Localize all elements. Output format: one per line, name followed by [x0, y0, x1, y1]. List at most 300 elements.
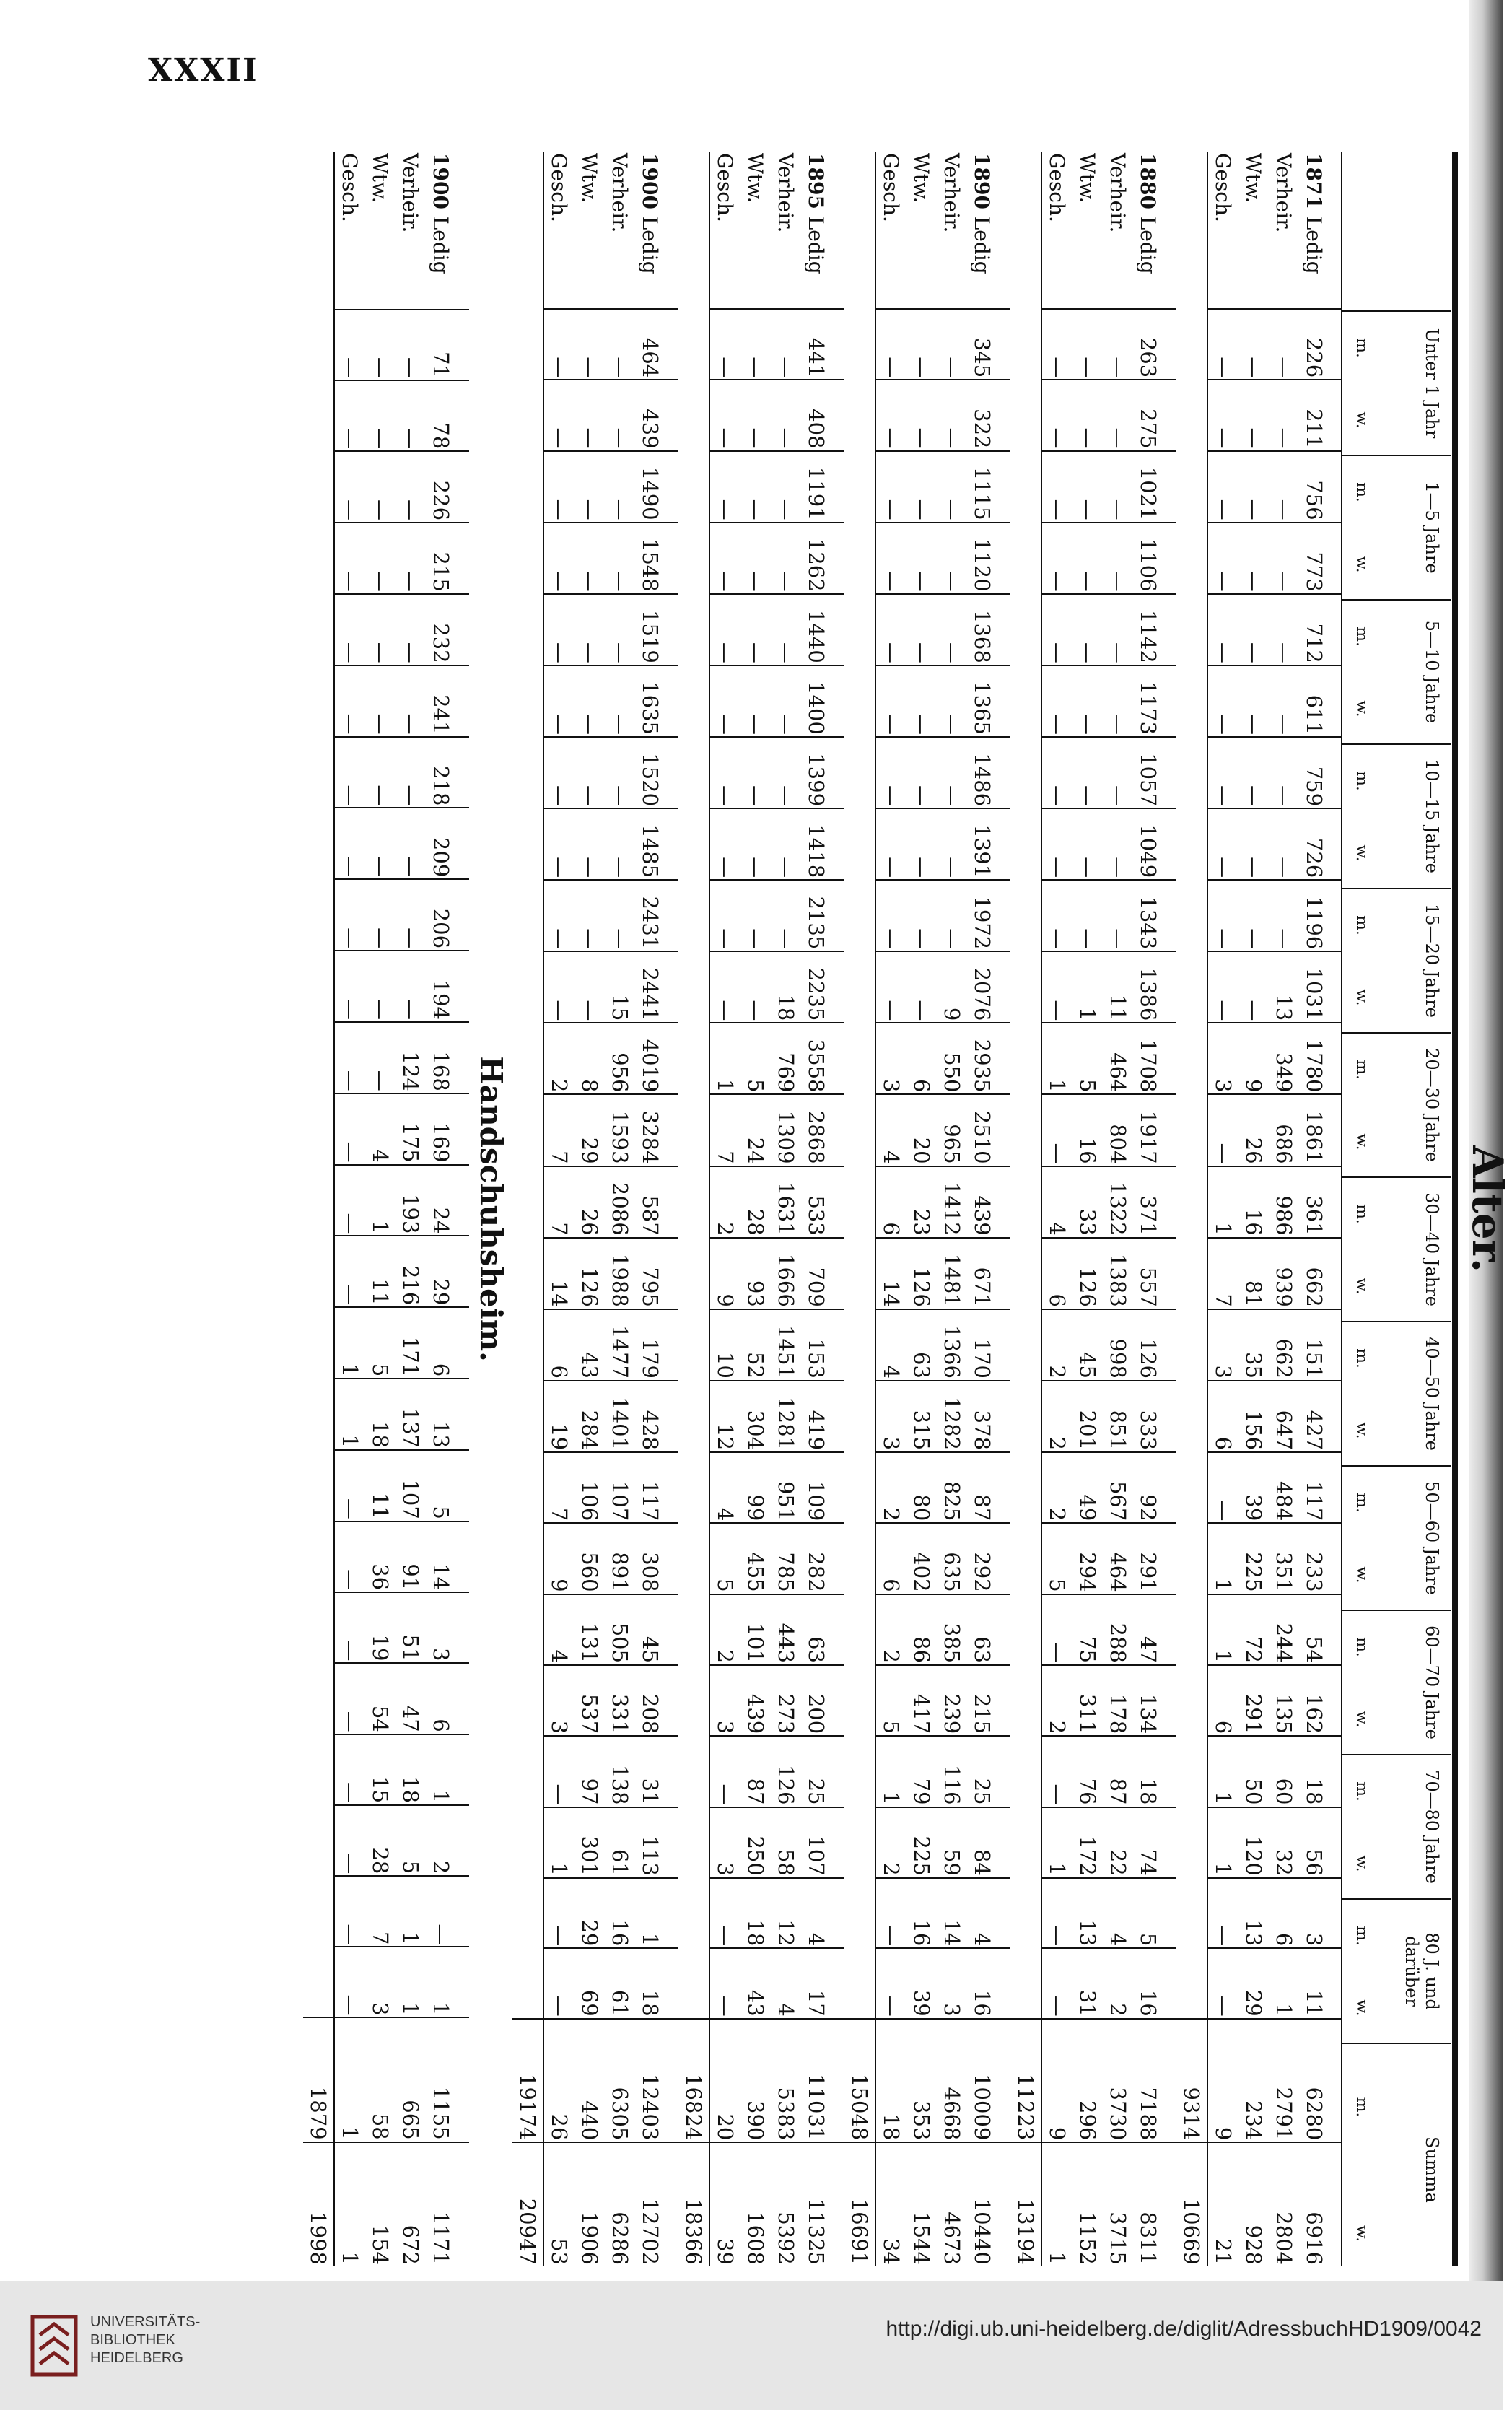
table-cell: 4 [875, 1309, 906, 1381]
row-status: Gesch. [879, 153, 904, 222]
row-status: Wtw. [743, 153, 768, 204]
row-status: Wtw. [1241, 153, 1266, 204]
table-cell: 795 [635, 1238, 678, 1309]
sum-w: 20947 [512, 2142, 543, 2266]
table-cell: 2510 [967, 1094, 1010, 1166]
table-cell: — [740, 880, 771, 951]
table-cell: 87 [740, 1736, 771, 1807]
table-cell: — [740, 737, 771, 808]
table-cell: 3 [875, 1023, 906, 1094]
table-cell: 440 [574, 2019, 605, 2143]
table-cell: 13 [1238, 1878, 1269, 1948]
header-sub-w: w. [1353, 1422, 1371, 1439]
row-status: Ledig [638, 216, 663, 274]
table-cell: 1281 [771, 1381, 801, 1452]
table-cell: 1142 [1133, 594, 1176, 665]
table-cell: — [1269, 665, 1299, 737]
table-cell: 10440 [967, 2142, 1010, 2266]
table-cell: — [740, 309, 771, 380]
table-cell: 851 [1103, 1381, 1133, 1452]
table-cell: 709 [801, 1238, 844, 1309]
header-group-5 [1342, 1032, 1451, 1176]
table-cell: 2135 [801, 880, 844, 951]
table-cell: 91 [396, 1521, 426, 1592]
table-cell: 464 [1103, 1523, 1133, 1594]
table-cell: 194 [426, 951, 469, 1022]
table-cell: 986 [1269, 1166, 1299, 1238]
table-cell: — [1041, 1948, 1072, 2018]
table-cell: — [1041, 451, 1072, 523]
table-cell: — [334, 1093, 365, 1165]
table-cell: — [875, 523, 906, 594]
table-cell: 3 [365, 1947, 396, 2017]
table-cell: — [543, 880, 574, 951]
table-cell: 35 [1238, 1309, 1269, 1381]
header-group-7 [1342, 1321, 1451, 1465]
row-status: Verheir. [398, 153, 423, 233]
table-cell: — [605, 737, 635, 808]
table-cell: — [1041, 808, 1072, 880]
table-cell: 6 [906, 1023, 937, 1094]
header-group-4 [1342, 888, 1451, 1032]
table-cell: — [543, 737, 574, 808]
row-label [635, 152, 678, 309]
table-cell: — [334, 1521, 365, 1592]
table-cell: 1282 [937, 1381, 967, 1452]
section-title-handschuhsheim: Handschuhsheim. [473, 1056, 509, 1362]
table-cell: 402 [906, 1523, 937, 1594]
table-row [543, 152, 574, 2266]
table-cell: 16 [1133, 1948, 1176, 2018]
header-sub-m: m. [1353, 338, 1371, 358]
table-cell: — [605, 309, 635, 380]
row-label [740, 152, 771, 309]
table-cell: 2086 [605, 1166, 635, 1238]
table-cell: 1383 [1103, 1238, 1133, 1309]
table-cell: — [334, 594, 365, 665]
table-cell: — [709, 665, 740, 737]
table-cell: — [875, 951, 906, 1023]
table-cell: 5 [365, 1307, 396, 1379]
table-cell: 6 [1041, 1238, 1072, 1309]
table-cell: 18 [875, 2019, 906, 2143]
table-cell: 1412 [937, 1166, 967, 1238]
table-cell: 109 [801, 1452, 844, 1523]
table-cell: 1906 [574, 2142, 605, 2266]
table-cell: 170 [967, 1309, 1010, 1381]
table-cell: 7 [709, 1094, 740, 1166]
table-cell: 5392 [771, 2142, 801, 2266]
table-cell: 13 [1269, 951, 1299, 1023]
table-cell: 587 [635, 1166, 678, 1238]
table-row [1072, 152, 1103, 2266]
table-cell: 1399 [801, 737, 844, 808]
header-group-label: 5—10 Jahre [1422, 620, 1442, 724]
table-cell: 69 [574, 1948, 605, 2018]
table-cell: 537 [574, 1665, 605, 1736]
table-cell: — [1238, 451, 1269, 523]
table-cell: 1 [334, 1307, 365, 1379]
table-cell: 1401 [605, 1381, 635, 1452]
table-cell: 263 [1133, 309, 1176, 380]
table-row [334, 152, 365, 2266]
table-sum-row [844, 152, 875, 2266]
table-cell: 1 [426, 1734, 469, 1805]
table-cell: — [365, 380, 396, 451]
table-cell: — [709, 451, 740, 523]
table-cell: 6 [875, 1523, 906, 1594]
table-cell: 2 [543, 1023, 574, 1094]
table-cell: — [1041, 951, 1072, 1023]
table-cell: 175 [396, 1093, 426, 1165]
table-cell: — [365, 951, 396, 1022]
table-cell: 15 [605, 951, 635, 1023]
table-cell: 315 [906, 1381, 937, 1452]
table-cell: — [906, 665, 937, 737]
table-cell: 2431 [635, 880, 678, 951]
table-cell: — [1238, 880, 1269, 951]
table-cell: — [906, 380, 937, 450]
table-cell: 1593 [605, 1094, 635, 1166]
table-cell: 226 [1299, 309, 1342, 380]
row-status: Ledig [429, 216, 453, 274]
table-cell: 9 [1041, 2019, 1072, 2143]
table-cell: 2 [1041, 1665, 1072, 1736]
table-cell: 12702 [635, 2142, 678, 2266]
table-cell: 39 [1238, 1452, 1269, 1523]
table-cell: — [1207, 1094, 1238, 1166]
table-cell: 11031 [801, 2019, 844, 2143]
table-cell: 59 [937, 1807, 967, 1878]
table-cell: 135 [1269, 1665, 1299, 1736]
table-cell: — [334, 523, 365, 594]
table-cell: — [1041, 523, 1072, 594]
row-status: Wtw. [368, 153, 393, 204]
table-cell: — [1238, 380, 1269, 450]
table-cell: — [1207, 451, 1238, 523]
table-cell: 117 [635, 1452, 678, 1523]
table-cell: 63 [967, 1594, 1010, 1665]
table-cell: 560 [574, 1523, 605, 1594]
table-cell: 291 [1238, 1665, 1269, 1736]
table-cell: — [1072, 808, 1103, 880]
table-cell: 671 [967, 1238, 1010, 1309]
table-cell: — [1207, 594, 1238, 665]
table-cell: 16 [1238, 1166, 1269, 1238]
table-cell: 101 [740, 1594, 771, 1665]
table-cell: — [574, 451, 605, 523]
table-cell: 1544 [906, 2142, 937, 2266]
row-status: Ledig [1136, 216, 1161, 274]
table-cell: 5 [875, 1665, 906, 1736]
table-cell: 1861 [1299, 1094, 1342, 1166]
age-table-heidelberg [512, 152, 1342, 2266]
table-cell: 71 [426, 310, 469, 380]
table-cell: 10009 [967, 2019, 1010, 2143]
table-cell: — [1269, 737, 1299, 808]
row-status: Verheir. [1106, 153, 1130, 233]
table-cell: — [574, 665, 605, 737]
table-cell: 1440 [801, 594, 844, 665]
table-cell: 1057 [1133, 737, 1176, 808]
table-cell: 1481 [937, 1238, 967, 1309]
table-cell: 282 [801, 1523, 844, 1594]
row-status: Ledig [1302, 216, 1327, 274]
table-cell: 33 [1072, 1166, 1103, 1238]
table-cell: 50 [1238, 1736, 1269, 1807]
table-cell: 1780 [1299, 1023, 1342, 1094]
row-year: 1895 [804, 153, 829, 217]
table-cell: 2235 [801, 951, 844, 1023]
table-cell: — [1041, 594, 1072, 665]
table-cell: — [334, 1805, 365, 1876]
library-seal-icon [29, 2313, 79, 2378]
header-sub-w: w. [1353, 556, 1371, 573]
table-cell: 1191 [801, 451, 844, 523]
table-cell: 7 [543, 1166, 574, 1238]
table-cell: 2 [709, 1594, 740, 1665]
table-cell: 156 [1238, 1381, 1269, 1452]
table-cell: — [543, 951, 574, 1023]
table-cell: — [396, 310, 426, 380]
table-cell: 304 [740, 1381, 771, 1452]
table-cell: — [1238, 594, 1269, 665]
table-cell: 1 [426, 1947, 469, 2017]
table-cell: 567 [1103, 1452, 1133, 1523]
table-cell: — [1041, 665, 1072, 737]
table-cell: 1 [875, 1736, 906, 1807]
table-cell: 250 [740, 1807, 771, 1878]
sum-row-spacer [678, 152, 709, 2019]
sum-row-spacer [512, 152, 543, 2019]
row-label [1299, 152, 1342, 309]
table-cell: — [543, 523, 574, 594]
table-cell: — [1207, 1452, 1238, 1523]
table-cell: — [709, 808, 740, 880]
table-cell: 533 [801, 1166, 844, 1238]
table-cell: — [771, 380, 801, 450]
table-cell: — [1072, 880, 1103, 951]
row-label [334, 152, 365, 310]
table-cell: 3 [543, 1665, 574, 1736]
table-cell: 244 [1269, 1594, 1299, 1665]
table-cell: 76 [1072, 1736, 1103, 1807]
table-cell: 11 [365, 1236, 396, 1307]
table-cell: — [605, 523, 635, 594]
table-cell: — [709, 594, 740, 665]
header-group-label: Unter 1 Jahr [1422, 328, 1442, 439]
table-cell: — [543, 665, 574, 737]
sum-m: 19174 [512, 2019, 543, 2143]
table-cell: — [875, 737, 906, 808]
table-cell: — [574, 523, 605, 594]
table-cell: 1262 [801, 523, 844, 594]
table-cell: — [1041, 1594, 1072, 1665]
table-row [801, 152, 844, 2266]
table-cell: 11325 [801, 2142, 844, 2266]
table-cell: 1 [396, 1947, 426, 2017]
table-cell: 439 [740, 1665, 771, 1736]
table-cell: — [396, 451, 426, 523]
table-cell: 18 [635, 1948, 678, 2018]
table-cell: 785 [771, 1523, 801, 1594]
table-cell: — [771, 665, 801, 737]
table-cell: 211 [1299, 380, 1342, 450]
table-cell: 3730 [1103, 2019, 1133, 2143]
table-cell: — [1269, 880, 1299, 951]
table-row [1207, 152, 1238, 2266]
table-cell: 107 [396, 1450, 426, 1521]
table-cell: 168 [426, 1022, 469, 1093]
table-cell: — [1238, 808, 1269, 880]
table-cell: 5383 [771, 2019, 801, 2143]
table-cell: 635 [937, 1523, 967, 1594]
table-cell: 215 [426, 523, 469, 594]
table-cell: — [365, 451, 396, 523]
table-cell: 1115 [967, 451, 1010, 523]
header-sub-m: m. [1353, 482, 1371, 502]
table-cell: 284 [574, 1381, 605, 1452]
table-cell: 9 [1238, 1023, 1269, 1094]
table-cell: 138 [605, 1736, 635, 1807]
table-cell: 361 [1299, 1166, 1342, 1238]
table-row [365, 152, 396, 2266]
table-cell: 2 [709, 1166, 740, 1238]
table-cell: 5 [740, 1023, 771, 1094]
header-group-label: 40—50 Jahre [1422, 1337, 1442, 1451]
table-cell: — [740, 451, 771, 523]
table-cell: 178 [1103, 1665, 1133, 1736]
table-cell: 12403 [635, 2019, 678, 2143]
row-status: Ledig [970, 216, 995, 274]
table-cell: — [1207, 808, 1238, 880]
table-cell: 301 [574, 1807, 605, 1878]
table-cell: 464 [635, 309, 678, 380]
table-cell: 106 [574, 1452, 605, 1523]
table-cell: 1365 [967, 665, 1010, 737]
table-cell: 19 [365, 1592, 396, 1663]
table-cell: 4 [365, 1093, 396, 1165]
table-cell: — [1238, 951, 1269, 1023]
table-cell: 1485 [635, 808, 678, 880]
row-status: Gesch. [1045, 153, 1070, 222]
table-cell: 9 [709, 1238, 740, 1309]
table-cell: 1 [334, 1379, 365, 1450]
table-cell: 17 [801, 1948, 844, 2018]
table-cell: — [1103, 665, 1133, 737]
table-cell: 1490 [635, 451, 678, 523]
table-cell: 439 [967, 1166, 1010, 1238]
table-cell: — [605, 594, 635, 665]
table-cell: — [1207, 951, 1238, 1023]
table-cell: 3284 [635, 1094, 678, 1166]
table-cell: 12 [771, 1878, 801, 1948]
table-cell: — [543, 1736, 574, 1807]
table-cell: 31 [1072, 1948, 1103, 2018]
table-cell: 47 [1133, 1594, 1176, 1665]
table-cell: 6 [875, 1166, 906, 1238]
source-url[interactable]: http://digi.ub.uni-heidelberg.de/diglit/AdressbuchHD1909/0042 [886, 2317, 1482, 2341]
table-cell: 25 [967, 1736, 1010, 1807]
table-cell: 419 [801, 1381, 844, 1452]
table-cell: — [574, 380, 605, 450]
table-cell: 126 [1133, 1309, 1176, 1381]
table-cell: — [365, 310, 396, 380]
table-cell: — [605, 880, 635, 951]
table-cell: 226 [426, 451, 469, 523]
table-cell: 3 [875, 1381, 906, 1452]
sum-m: 15048 [844, 2019, 875, 2143]
table-cell: 2804 [1269, 2142, 1299, 2266]
table-cell: — [1269, 594, 1299, 665]
table-cell: 311 [1072, 1665, 1103, 1736]
table-cell: — [334, 380, 365, 451]
table-cell: 1171 [426, 2142, 469, 2266]
table-cell: 4 [1041, 1166, 1072, 1238]
table-cell: 6 [1207, 1381, 1238, 1452]
header-sub-m: m. [1353, 1348, 1371, 1368]
header-group-label: 50—60 Jahre [1422, 1481, 1442, 1595]
table-cell: 4 [1103, 1878, 1133, 1948]
table-cell: — [875, 1948, 906, 2018]
table-cell: 1 [334, 2017, 365, 2142]
table-cell: — [937, 594, 967, 665]
table-cell: 120 [1238, 1807, 1269, 1878]
table-cell: 1173 [1133, 665, 1176, 737]
table-cell: 408 [801, 380, 844, 450]
table-cell: — [1041, 1736, 1072, 1807]
table-cell: 294 [1072, 1523, 1103, 1594]
table-cell: 36 [365, 1521, 396, 1592]
table-cell: — [709, 1948, 740, 2018]
table-cell: — [1103, 523, 1133, 594]
rotated-table-area [101, 152, 1512, 2266]
table-cell: 13 [1072, 1878, 1103, 1948]
table-cell: — [1072, 737, 1103, 808]
table-cell: — [334, 451, 365, 523]
table-cell: — [543, 451, 574, 523]
table-cell: 218 [426, 737, 469, 808]
sum-m: 9314 [1176, 2019, 1207, 2143]
table-cell: — [1103, 309, 1133, 380]
table-cell: — [574, 808, 605, 880]
table-cell: — [1041, 737, 1072, 808]
table-cell: 1708 [1133, 1023, 1176, 1094]
header-group-label: 80 J. und darüber [1402, 1932, 1442, 2010]
table-cell: 7 [1207, 1238, 1238, 1309]
row-status: Wtw. [1075, 153, 1100, 204]
table-cell: 233 [1299, 1523, 1342, 1594]
table-sum-row [512, 152, 543, 2266]
table-cell: 2 [426, 1805, 469, 1876]
table-cell: 24 [740, 1094, 771, 1166]
table-cell: — [334, 1734, 365, 1805]
table-cell: — [543, 1878, 574, 1948]
row-year: 1871 [1302, 153, 1327, 217]
row-label [605, 152, 635, 309]
table-cell: 4 [801, 1878, 844, 1948]
table-cell: 3 [937, 1948, 967, 2018]
table-cell: 273 [771, 1665, 801, 1736]
table-cell: — [1103, 380, 1133, 450]
row-label [1133, 152, 1176, 309]
table-cell: 56 [1299, 1807, 1342, 1878]
header-sub-w: w. [1353, 411, 1371, 429]
table-cell: — [937, 523, 967, 594]
table-cell: — [709, 951, 740, 1023]
table-cell: 349 [1269, 1023, 1299, 1094]
table-cell: 75 [1072, 1594, 1103, 1665]
